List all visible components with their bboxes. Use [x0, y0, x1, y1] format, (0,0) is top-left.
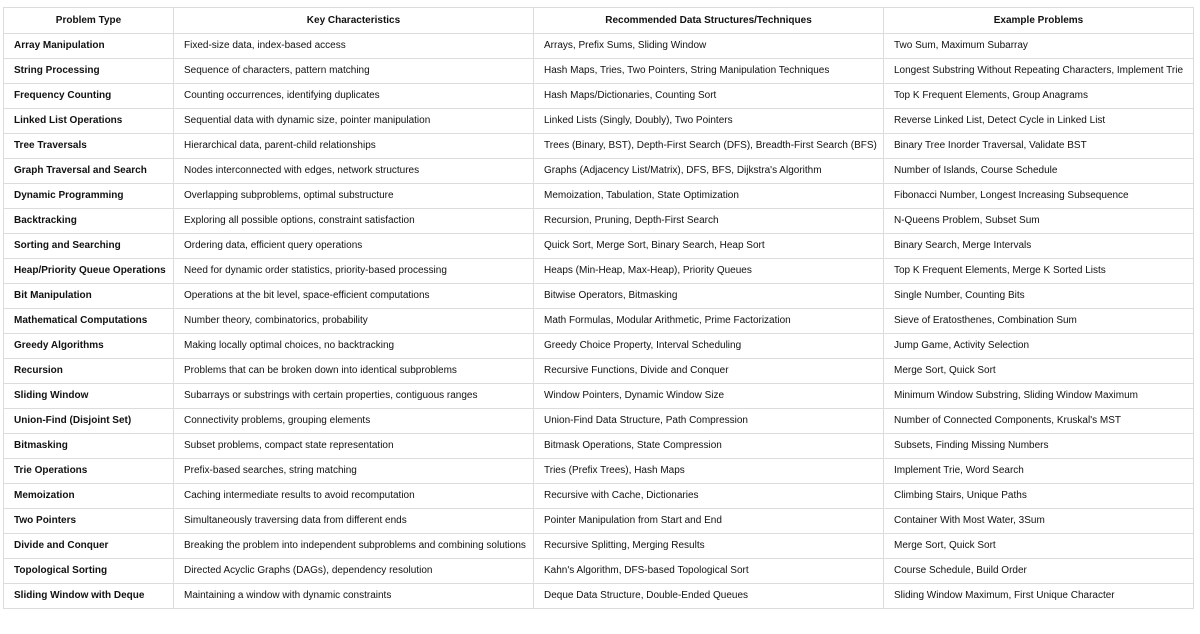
- cell-key-characteristics: Maintaining a window with dynamic constraints: [174, 584, 534, 609]
- cell-problem-type: Heap/Priority Queue Operations: [4, 259, 174, 284]
- cell-key-characteristics: Caching intermediate results to avoid recomputation: [174, 484, 534, 509]
- table-row: [4, 259, 1194, 284]
- cell-key-characteristics: Number theory, combinatorics, probability: [174, 309, 534, 334]
- cell-recommended-techniques: Recursive Splitting, Merging Results: [534, 534, 884, 559]
- cell-example-problems: Subsets, Finding Missing Numbers: [884, 434, 1194, 459]
- cell-key-characteristics: Prefix-based searches, string matching: [174, 459, 534, 484]
- cell-key-characteristics: Overlapping subproblems, optimal substructure: [174, 184, 534, 209]
- cell-problem-type: String Processing: [4, 59, 174, 84]
- cell-key-characteristics: Nodes interconnected with edges, network structures: [174, 159, 534, 184]
- header-recommended-techniques: Recommended Data Structures/Techniques: [534, 8, 884, 34]
- cell-problem-type: Bit Manipulation: [4, 284, 174, 309]
- table-row: [4, 534, 1194, 559]
- cell-problem-type: Dynamic Programming: [4, 184, 174, 209]
- table-row: [4, 484, 1194, 509]
- cell-example-problems: Binary Tree Inorder Traversal, Validate BST: [884, 134, 1194, 159]
- cell-key-characteristics: Sequential data with dynamic size, pointer manipulation: [174, 109, 534, 134]
- cell-recommended-techniques: Hash Maps/Dictionaries, Counting Sort: [534, 84, 884, 109]
- table-row: [4, 159, 1194, 184]
- cell-key-characteristics: Need for dynamic order statistics, priority-based processing: [174, 259, 534, 284]
- cell-example-problems: Reverse Linked List, Detect Cycle in Linked List: [884, 109, 1194, 134]
- cell-example-problems: N-Queens Problem, Subset Sum: [884, 209, 1194, 234]
- table-row: [4, 184, 1194, 209]
- cell-example-problems: Binary Search, Merge Intervals: [884, 234, 1194, 259]
- table-row: [4, 209, 1194, 234]
- problem-types-table-container: [3, 7, 1193, 609]
- header-key-characteristics: Key Characteristics: [174, 8, 534, 34]
- cell-problem-type: Union-Find (Disjoint Set): [4, 409, 174, 434]
- problem-types-table: [3, 7, 1194, 609]
- cell-recommended-techniques: Memoization, Tabulation, State Optimization: [534, 184, 884, 209]
- table-row: [4, 309, 1194, 334]
- cell-problem-type: Sorting and Searching: [4, 234, 174, 259]
- table-row: [4, 84, 1194, 109]
- cell-key-characteristics: Counting occurrences, identifying duplicates: [174, 84, 534, 109]
- cell-recommended-techniques: Bitwise Operators, Bitmasking: [534, 284, 884, 309]
- cell-problem-type: Sliding Window with Deque: [4, 584, 174, 609]
- table-row: [4, 109, 1194, 134]
- table-row: [4, 434, 1194, 459]
- cell-problem-type: Backtracking: [4, 209, 174, 234]
- cell-example-problems: Sieve of Eratosthenes, Combination Sum: [884, 309, 1194, 334]
- cell-problem-type: Trie Operations: [4, 459, 174, 484]
- cell-key-characteristics: Simultaneously traversing data from different ends: [174, 509, 534, 534]
- cell-key-characteristics: Sequence of characters, pattern matching: [174, 59, 534, 84]
- table-header: [4, 8, 1194, 34]
- table-row: [4, 334, 1194, 359]
- cell-recommended-techniques: Kahn's Algorithm, DFS-based Topological Sort: [534, 559, 884, 584]
- cell-problem-type: Memoization: [4, 484, 174, 509]
- cell-example-problems: Merge Sort, Quick Sort: [884, 359, 1194, 384]
- cell-example-problems: Single Number, Counting Bits: [884, 284, 1194, 309]
- cell-example-problems: Jump Game, Activity Selection: [884, 334, 1194, 359]
- cell-problem-type: Greedy Algorithms: [4, 334, 174, 359]
- table-row: [4, 34, 1194, 59]
- cell-key-characteristics: Subarrays or substrings with certain properties, contiguous ranges: [174, 384, 534, 409]
- cell-example-problems: Implement Trie, Word Search: [884, 459, 1194, 484]
- table-body: [4, 34, 1194, 609]
- cell-key-characteristics: Connectivity problems, grouping elements: [174, 409, 534, 434]
- cell-example-problems: Merge Sort, Quick Sort: [884, 534, 1194, 559]
- cell-key-characteristics: Operations at the bit level, space-efficient computations: [174, 284, 534, 309]
- cell-example-problems: Number of Islands, Course Schedule: [884, 159, 1194, 184]
- cell-example-problems: Sliding Window Maximum, First Unique Character: [884, 584, 1194, 609]
- cell-recommended-techniques: Trees (Binary, BST), Depth-First Search (DFS), Breadth-First Search (BFS): [534, 134, 884, 159]
- cell-recommended-techniques: Bitmask Operations, State Compression: [534, 434, 884, 459]
- cell-problem-type: Divide and Conquer: [4, 534, 174, 559]
- cell-example-problems: Two Sum, Maximum Subarray: [884, 34, 1194, 59]
- cell-example-problems: Minimum Window Substring, Sliding Window Maximum: [884, 384, 1194, 409]
- cell-recommended-techniques: Graphs (Adjacency List/Matrix), DFS, BFS, Dijkstra's Algorithm: [534, 159, 884, 184]
- cell-problem-type: Frequency Counting: [4, 84, 174, 109]
- table-row: [4, 134, 1194, 159]
- cell-recommended-techniques: Linked Lists (Singly, Doubly), Two Pointers: [534, 109, 884, 134]
- cell-recommended-techniques: Math Formulas, Modular Arithmetic, Prime Factorization: [534, 309, 884, 334]
- cell-recommended-techniques: Tries (Prefix Trees), Hash Maps: [534, 459, 884, 484]
- cell-problem-type: Tree Traversals: [4, 134, 174, 159]
- cell-recommended-techniques: Pointer Manipulation from Start and End: [534, 509, 884, 534]
- cell-key-characteristics: Directed Acyclic Graphs (DAGs), dependency resolution: [174, 559, 534, 584]
- cell-problem-type: Recursion: [4, 359, 174, 384]
- table-row: [4, 509, 1194, 534]
- cell-problem-type: Linked List Operations: [4, 109, 174, 134]
- table-row: [4, 409, 1194, 434]
- table-row: [4, 284, 1194, 309]
- cell-problem-type: Sliding Window: [4, 384, 174, 409]
- cell-recommended-techniques: Heaps (Min-Heap, Max-Heap), Priority Queues: [534, 259, 884, 284]
- header-problem-type: Problem Type: [4, 8, 174, 34]
- table-row: [4, 584, 1194, 609]
- cell-key-characteristics: Subset problems, compact state representation: [174, 434, 534, 459]
- cell-problem-type: Mathematical Computations: [4, 309, 174, 334]
- table-row: [4, 384, 1194, 409]
- cell-recommended-techniques: Greedy Choice Property, Interval Scheduling: [534, 334, 884, 359]
- cell-recommended-techniques: Recursive Functions, Divide and Conquer: [534, 359, 884, 384]
- cell-key-characteristics: Problems that can be broken down into identical subproblems: [174, 359, 534, 384]
- table-row: [4, 559, 1194, 584]
- cell-key-characteristics: Exploring all possible options, constraint satisfaction: [174, 209, 534, 234]
- cell-example-problems: Fibonacci Number, Longest Increasing Subsequence: [884, 184, 1194, 209]
- table-row: [4, 459, 1194, 484]
- cell-key-characteristics: Fixed-size data, index-based access: [174, 34, 534, 59]
- table-row: [4, 59, 1194, 84]
- cell-problem-type: Bitmasking: [4, 434, 174, 459]
- cell-key-characteristics: Making locally optimal choices, no backtracking: [174, 334, 534, 359]
- cell-recommended-techniques: Arrays, Prefix Sums, Sliding Window: [534, 34, 884, 59]
- cell-example-problems: Number of Connected Components, Kruskal's MST: [884, 409, 1194, 434]
- cell-recommended-techniques: Recursion, Pruning, Depth-First Search: [534, 209, 884, 234]
- cell-example-problems: Climbing Stairs, Unique Paths: [884, 484, 1194, 509]
- cell-recommended-techniques: Deque Data Structure, Double-Ended Queues: [534, 584, 884, 609]
- header-example-problems: Example Problems: [884, 8, 1194, 34]
- header-row: [4, 8, 1194, 34]
- cell-recommended-techniques: Quick Sort, Merge Sort, Binary Search, Heap Sort: [534, 234, 884, 259]
- cell-example-problems: Top K Frequent Elements, Group Anagrams: [884, 84, 1194, 109]
- cell-example-problems: Longest Substring Without Repeating Characters, Implement Trie: [884, 59, 1194, 84]
- cell-problem-type: Two Pointers: [4, 509, 174, 534]
- cell-recommended-techniques: Union-Find Data Structure, Path Compression: [534, 409, 884, 434]
- cell-recommended-techniques: Hash Maps, Tries, Two Pointers, String Manipulation Techniques: [534, 59, 884, 84]
- cell-key-characteristics: Ordering data, efficient query operations: [174, 234, 534, 259]
- cell-key-characteristics: Hierarchical data, parent-child relationships: [174, 134, 534, 159]
- cell-example-problems: Container With Most Water, 3Sum: [884, 509, 1194, 534]
- cell-problem-type: Array Manipulation: [4, 34, 174, 59]
- cell-problem-type: Graph Traversal and Search: [4, 159, 174, 184]
- cell-recommended-techniques: Window Pointers, Dynamic Window Size: [534, 384, 884, 409]
- cell-problem-type: Topological Sorting: [4, 559, 174, 584]
- cell-example-problems: Course Schedule, Build Order: [884, 559, 1194, 584]
- cell-recommended-techniques: Recursive with Cache, Dictionaries: [534, 484, 884, 509]
- cell-example-problems: Top K Frequent Elements, Merge K Sorted Lists: [884, 259, 1194, 284]
- cell-key-characteristics: Breaking the problem into independent subproblems and combining solutions: [174, 534, 534, 559]
- table-row: [4, 234, 1194, 259]
- table-row: [4, 359, 1194, 384]
